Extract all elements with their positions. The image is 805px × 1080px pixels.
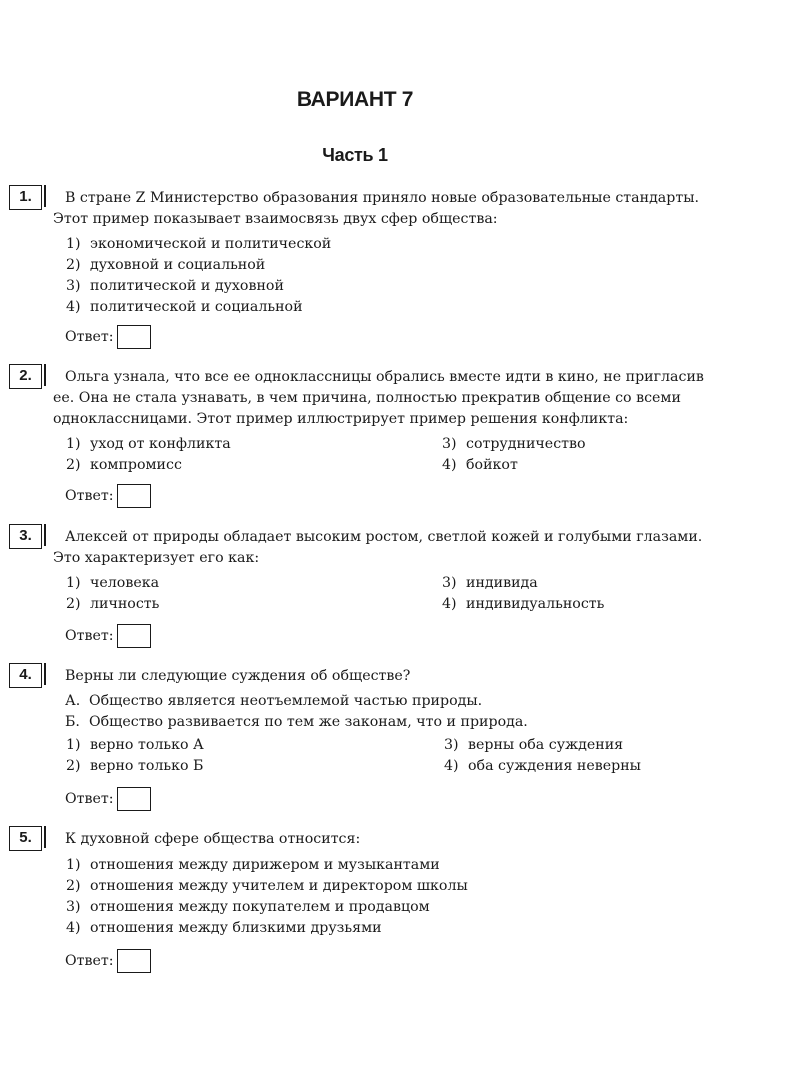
answer-label: Ответ: <box>65 628 114 644</box>
option-text: верны оба суждения <box>468 737 624 753</box>
task-number: 1. <box>9 185 42 210</box>
task-question <box>63 829 728 850</box>
option-number: 2) <box>66 878 81 894</box>
statement-text: Общество развивается по тем же законам, что и природа. <box>89 714 528 730</box>
task-number-mark <box>44 364 46 386</box>
answer-input[interactable] <box>117 325 151 349</box>
answer-input[interactable] <box>117 624 151 648</box>
option-2[interactable] <box>66 255 331 276</box>
option-4[interactable] <box>66 918 468 939</box>
question-line: Верны ли следующие суждения об обществе? <box>65 668 411 684</box>
task-question <box>53 527 728 569</box>
question-line: ее. Она не стала узнавать, в чем причина, полностью прекратив общение со всеми <box>53 390 681 406</box>
option-number: 4) <box>442 596 457 612</box>
option-text: человека <box>90 575 160 591</box>
option-text: политической и социальной <box>90 299 303 315</box>
option-1[interactable] <box>66 573 159 594</box>
options-list <box>66 855 468 939</box>
statement-text: Общество является неотъемлемой частью природы. <box>89 693 483 709</box>
task-number-mark <box>44 663 46 685</box>
option-number: 2) <box>66 758 81 774</box>
part-title: Часть 1 <box>322 145 388 165</box>
option-number: 1) <box>66 236 81 252</box>
option-3[interactable] <box>442 434 586 455</box>
answer-label: Ответ: <box>65 791 114 807</box>
option-text: индивидуальность <box>466 596 605 612</box>
answer-label: Ответ: <box>65 953 114 969</box>
option-text: отношения между учителем и директором школы <box>90 878 468 894</box>
answer-row <box>65 787 151 811</box>
options-list-right <box>442 434 586 476</box>
option-3[interactable] <box>442 573 604 594</box>
task-question <box>53 188 728 230</box>
option-4[interactable] <box>442 594 604 615</box>
answer-row <box>65 949 151 973</box>
option-text: верно только А <box>90 737 204 753</box>
option-number: 1) <box>66 575 81 591</box>
statements-list <box>65 691 528 733</box>
task-number-mark <box>44 185 46 207</box>
statement-letter: А. <box>65 693 81 709</box>
option-2[interactable] <box>66 756 204 777</box>
option-number: 4) <box>444 758 459 774</box>
option-4[interactable] <box>66 297 331 318</box>
option-number: 4) <box>442 457 457 473</box>
options-list <box>66 234 331 318</box>
option-number: 1) <box>66 436 81 452</box>
option-number: 4) <box>66 299 81 315</box>
option-number: 3) <box>66 899 81 915</box>
option-text: сотрудничество <box>466 436 586 452</box>
question-line: одноклассницами. Этот пример иллюстрирует пример решения конфликта: <box>53 411 629 427</box>
option-text: отношения между близкими друзьями <box>90 920 382 936</box>
option-text: компромисс <box>90 457 182 473</box>
option-number: 1) <box>66 737 81 753</box>
task-question <box>53 367 728 430</box>
option-text: экономической и политической <box>90 236 332 252</box>
task-number: 3. <box>9 524 42 549</box>
task-number: 2. <box>9 364 42 389</box>
option-number: 2) <box>66 257 81 273</box>
task-number-mark <box>44 826 46 848</box>
task-number: 4. <box>9 663 42 688</box>
answer-input[interactable] <box>117 484 151 508</box>
option-text: индивида <box>466 575 538 591</box>
question-line: В стране Z Министерство образования приняло новые образовательные стандарты. <box>65 190 699 206</box>
question-line: Этот пример показывает взаимосвязь двух сфер общества: <box>53 211 498 227</box>
option-4[interactable] <box>444 756 641 777</box>
option-1[interactable] <box>66 234 331 255</box>
answer-row <box>65 325 151 349</box>
task-number-mark <box>44 524 46 546</box>
option-1[interactable] <box>66 735 204 756</box>
option-text: бойкот <box>466 457 518 473</box>
option-3[interactable] <box>66 897 468 918</box>
statement-letter: Б. <box>65 714 80 730</box>
question-line: Это характеризует его как: <box>53 550 260 566</box>
question-line: Ольга узнала, что все ее одноклассницы обрались вместе идти в кино, не пригласив <box>65 369 704 385</box>
option-3[interactable] <box>66 276 331 297</box>
option-number: 4) <box>66 920 81 936</box>
option-number: 2) <box>66 457 81 473</box>
option-2[interactable] <box>66 876 468 897</box>
options-list-right <box>442 573 604 615</box>
option-text: духовной и социальной <box>90 257 266 273</box>
options-list-left <box>66 434 231 476</box>
options-list-left <box>66 573 159 615</box>
answer-label: Ответ: <box>65 329 114 345</box>
option-number: 3) <box>444 737 459 753</box>
option-text: оба суждения неверны <box>468 758 641 774</box>
answer-row <box>65 484 151 508</box>
task-question <box>63 666 728 687</box>
option-number: 3) <box>66 278 81 294</box>
answer-input[interactable] <box>117 787 151 811</box>
question-line: К духовной сфере общества относится: <box>65 831 361 847</box>
option-number: 3) <box>442 436 457 452</box>
task-number: 5. <box>9 826 42 851</box>
option-text: отношения между дирижером и музыкантами <box>90 857 440 873</box>
variant-title: ВАРИАНТ 7 <box>296 88 414 111</box>
option-text: отношения между покупателем и продавцом <box>90 899 430 915</box>
option-text: верно только Б <box>90 758 204 774</box>
answer-label: Ответ: <box>65 488 114 504</box>
option-2[interactable] <box>66 455 231 476</box>
option-number: 2) <box>66 596 81 612</box>
answer-row <box>65 624 151 648</box>
option-4[interactable] <box>442 455 586 476</box>
option-text: политической и духовной <box>90 278 284 294</box>
option-number: 1) <box>66 857 81 873</box>
option-number: 3) <box>442 575 457 591</box>
option-3[interactable] <box>444 735 641 756</box>
answer-input[interactable] <box>117 949 151 973</box>
options-list-left <box>66 735 204 777</box>
statement-a <box>65 691 528 712</box>
option-2[interactable] <box>66 594 159 615</box>
question-line: Алексей от природы обладает высоким ростом, светлой кожей и голубыми глазами. <box>65 529 703 545</box>
option-1[interactable] <box>66 855 468 876</box>
options-list-right <box>444 735 641 777</box>
statement-b <box>65 712 528 733</box>
option-1[interactable] <box>66 434 231 455</box>
option-text: уход от конфликта <box>90 436 231 452</box>
option-text: личность <box>90 596 160 612</box>
